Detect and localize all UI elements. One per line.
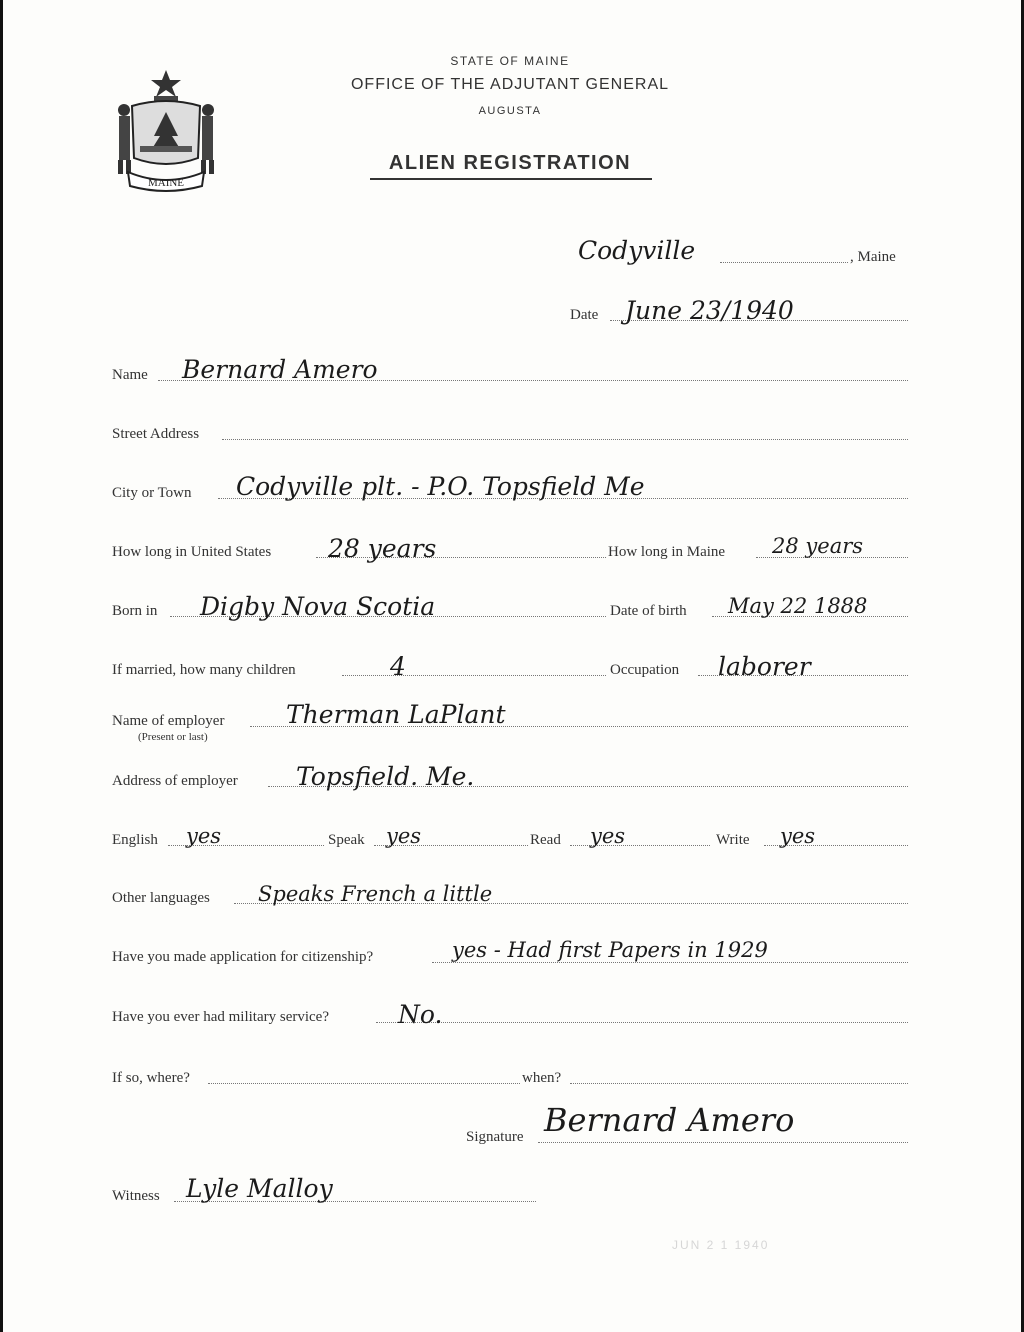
received-stamp: JUN 2 1 1940	[672, 1238, 770, 1252]
read-value[interactable]: yes	[590, 824, 626, 848]
name-value[interactable]: Bernard Amero	[182, 355, 378, 384]
town-line	[720, 262, 848, 263]
if-so-where-label: If so, where?	[112, 1070, 190, 1086]
employer-name-label: Name of employer	[112, 713, 225, 729]
date-of-birth-label: Date of birth	[610, 603, 687, 619]
occupation-label: Occupation	[610, 662, 680, 678]
occupation-value[interactable]: laborer	[718, 652, 811, 681]
english-label: English	[112, 832, 158, 848]
title-underline	[370, 178, 652, 180]
date-label: Date	[570, 307, 599, 323]
write-label: Write	[716, 832, 750, 848]
maine-state-seal	[110, 66, 222, 194]
signature-value[interactable]: Bernard Amero	[544, 1101, 795, 1139]
military-value[interactable]: No.	[398, 1000, 443, 1029]
street-address-label: Street Address	[112, 426, 200, 442]
signature-line	[538, 1142, 908, 1143]
born-in-label: Born in	[112, 603, 158, 619]
witness-label: Witness	[112, 1188, 160, 1204]
other-languages-label: Other languages	[112, 890, 210, 906]
city-value[interactable]: Codyville plt. - P.O. Topsfield Me	[236, 472, 645, 501]
svg-text:MAINE: MAINE	[147, 177, 185, 189]
how-long-maine-label: How long in Maine	[608, 544, 726, 560]
speak-label: Speak	[328, 832, 365, 848]
how-long-us-label: How long in United States	[112, 544, 272, 560]
employer-address-label: Address of employer	[112, 773, 238, 789]
town-value[interactable]: Codyville	[578, 236, 696, 265]
witness-value[interactable]: Lyle Malloy	[186, 1174, 333, 1203]
write-value[interactable]: yes	[780, 824, 816, 848]
how-long-maine-value[interactable]: 28 years	[772, 534, 864, 558]
military-line	[376, 1022, 908, 1023]
header-city: AUGUSTA	[478, 105, 542, 117]
english-value[interactable]: yes	[186, 824, 222, 848]
employer-name-value[interactable]: Therman LaPlant	[286, 700, 506, 729]
date-of-birth-value[interactable]: May 22 1888	[728, 594, 868, 618]
when-label: when?	[522, 1070, 562, 1086]
header-office: OFFICE OF THE ADJUTANT GENERAL	[350, 76, 670, 93]
city-label: City or Town	[112, 485, 192, 501]
date-value[interactable]: June 23/1940	[625, 296, 794, 325]
other-languages-value[interactable]: Speaks French a little	[258, 882, 493, 906]
when-line	[570, 1083, 908, 1084]
employer-note: (Present or last)	[138, 731, 208, 743]
born-in-value[interactable]: Digby Nova Scotia	[200, 592, 436, 621]
if-so-where-line	[208, 1083, 520, 1084]
read-label: Read	[530, 832, 561, 848]
how-long-us-value[interactable]: 28 years	[328, 534, 437, 563]
name-label: Name	[112, 367, 148, 383]
children-value[interactable]: 4	[390, 652, 406, 681]
employer-address-value[interactable]: Topsfield. Me.	[296, 762, 475, 791]
children-line	[342, 675, 606, 676]
form-title: ALIEN REGISTRATION	[388, 152, 632, 174]
citizenship-value[interactable]: yes - Had first Papers in 1929	[452, 938, 768, 962]
maine-label: , Maine	[850, 249, 896, 265]
citizenship-label: Have you made application for citizenship?	[112, 949, 374, 965]
citizenship-line	[432, 962, 908, 963]
speak-value[interactable]: yes	[386, 824, 422, 848]
scan-edge-left	[0, 0, 3, 1332]
header-state: STATE OF MAINE	[450, 54, 570, 68]
military-label: Have you ever had military service?	[112, 1009, 329, 1025]
children-label: If married, how many children	[112, 662, 296, 678]
signature-label: Signature	[466, 1129, 524, 1145]
street-address-line	[222, 439, 908, 440]
